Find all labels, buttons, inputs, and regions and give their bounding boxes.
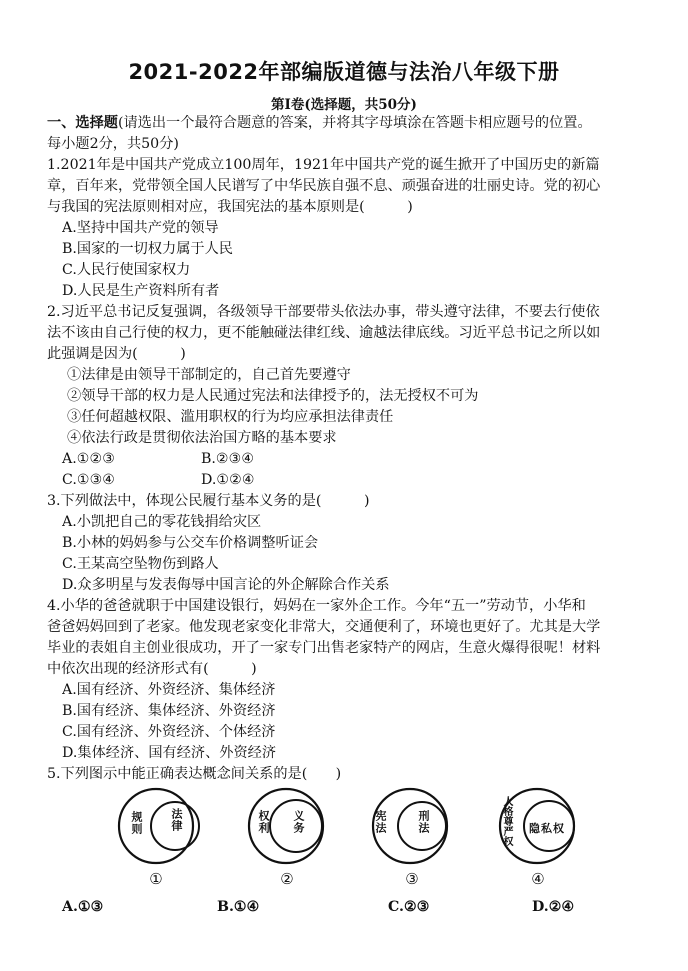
question-2-stem: 此强调是因为( ) (47, 346, 186, 362)
venn-circles-1 (103, 786, 223, 866)
question-4-option-d: D.集体经济、国有经济、外资经济 (62, 745, 277, 761)
question-3-option-b: B.小林的妈妈参与公交车价格调整听证会 (62, 535, 319, 551)
question-2-item: ④依法行政是贯彻依法治国方略的基本要求 (67, 430, 337, 446)
question-4-stem: 毕业的表姐自主创业很成功，开了一家专门出售老家特产的网店，生意火爆得很呢！材料 (47, 640, 601, 656)
question-3-option-a: A.小凯把自己的零花钱捐给灾区 (62, 514, 262, 530)
inner-concept-label: 义务 (292, 810, 305, 834)
question-3-option-c: C.王某高空坠物伤到路人 (62, 556, 219, 572)
question-5-option-b: B.①④ (217, 899, 260, 915)
question-2-option-c: C.①③④ (62, 472, 116, 488)
section-heading: 一、选择题 (47, 115, 118, 131)
diagram-number: ③ (405, 870, 419, 888)
section-instructions-line2: 每小题2分，共50分) (47, 136, 179, 152)
question-4-option-c: C.国有经济、外资经济、个体经济 (62, 724, 276, 740)
question-1-option-c: C.人民行使国家权力 (62, 262, 191, 278)
question-1-stem: 章，百年来，党带领全国人民谱写了中华民族自强不息、顽强奋进的壮丽史诗。党的初心 (47, 178, 601, 194)
question-2-item: ③任何超越权限、滥用职权的行为均应承担法律责任 (67, 409, 394, 425)
question-1-option-d: D.人民是生产资料所有者 (62, 283, 220, 299)
section-subtitle: 第Ⅰ卷(选择题，共50分) (271, 97, 417, 113)
inner-concept-label: 刑法 (417, 810, 430, 834)
question-2-stem: 2.习近平总书记反复强调，各级领导干部要带头依法办事，带头遵守法律，不要去行使依 (47, 304, 600, 320)
question-5-option-d: D.②④ (532, 899, 575, 915)
diagram-number: ① (149, 870, 163, 888)
question-2-option-d: D.①②④ (201, 472, 255, 488)
page-title: 2021-2022年部编版道德与法治八年级下册 (128, 60, 560, 84)
question-5-stem: 5.下列图示中能正确表达概念间关系的是( ) (47, 766, 342, 782)
outer-concept-label: 规则 (130, 811, 143, 835)
question-2-option-b: B.②③④ (201, 451, 255, 467)
outer-concept-label: 权利 (257, 810, 270, 834)
inner-concept-label: 隐私权 (529, 822, 565, 835)
inner-concept-label: 法律 (170, 808, 183, 832)
question-2-item: ①法律是由领导干部制定的，自己首先要遵守 (67, 367, 351, 383)
section-instructions-text: (请选出一个最符合题意的答案，并将其字母填涂在答题卡相应题号的位置。 (117, 115, 592, 131)
question-5-option-c: C.②③ (388, 899, 430, 915)
venn-diagram-1 (103, 786, 223, 891)
question-1-stem: 1.2021年是中国共产党成立100周年，1921年中国共产党的诞生掀开了中国历史的新篇 (47, 157, 600, 173)
question-2-item: ②领导干部的权力是人民通过宪法和法律授予的，法无授权不可为 (67, 388, 479, 404)
outer-concept-label: 宪法 (374, 810, 387, 834)
outer-concept-label: 人格尊严权 (501, 796, 512, 846)
question-4-stem: 爸爸妈妈回到了老家。他发现老家变化非常大，交通便利了，环境也更好了。尤其是大学 (47, 619, 601, 635)
question-2-option-a: A.①②③ (62, 451, 115, 467)
question-1-option-a: A.坚持中国共产党的领导 (62, 220, 219, 236)
diagram-number: ② (280, 870, 294, 888)
question-4-option-b: B.国有经济、集体经济、外资经济 (62, 703, 276, 719)
question-4-option-a: A.国有经济、外资经济、集体经济 (62, 682, 276, 698)
question-1-stem: 与我国的宪法原则相对应，我国宪法的基本原则是( ) (47, 199, 413, 215)
question-1-option-b: B.国家的一切权力属于人民 (62, 241, 233, 257)
question-3-stem: 3.下列做法中，体现公民履行基本义务的是( ) (47, 493, 370, 509)
section-instructions (47, 113, 667, 134)
question-5-option-a: A.①③ (62, 899, 104, 915)
venn-diagram-4 (485, 786, 600, 891)
venn-diagram-3 (360, 786, 470, 891)
venn-diagram-2 (238, 786, 348, 891)
diagram-number: ④ (531, 870, 545, 888)
question-2-stem: 法不该由自己行使的权力，更不能触碰法律红线、逾越法律底线。习近平总书记之所以如 (47, 325, 601, 341)
question-4-stem: 中依次出现的经济形式有( ) (47, 661, 257, 677)
question-3-option-d: D.众多明星与发表侮辱中国言论的外企解除合作关系 (62, 577, 390, 593)
question-4-stem: 4.小华的爸爸就职于中国建设银行，妈妈在一家外企工作。今年“五一”劳动节，小华和 (47, 598, 586, 614)
